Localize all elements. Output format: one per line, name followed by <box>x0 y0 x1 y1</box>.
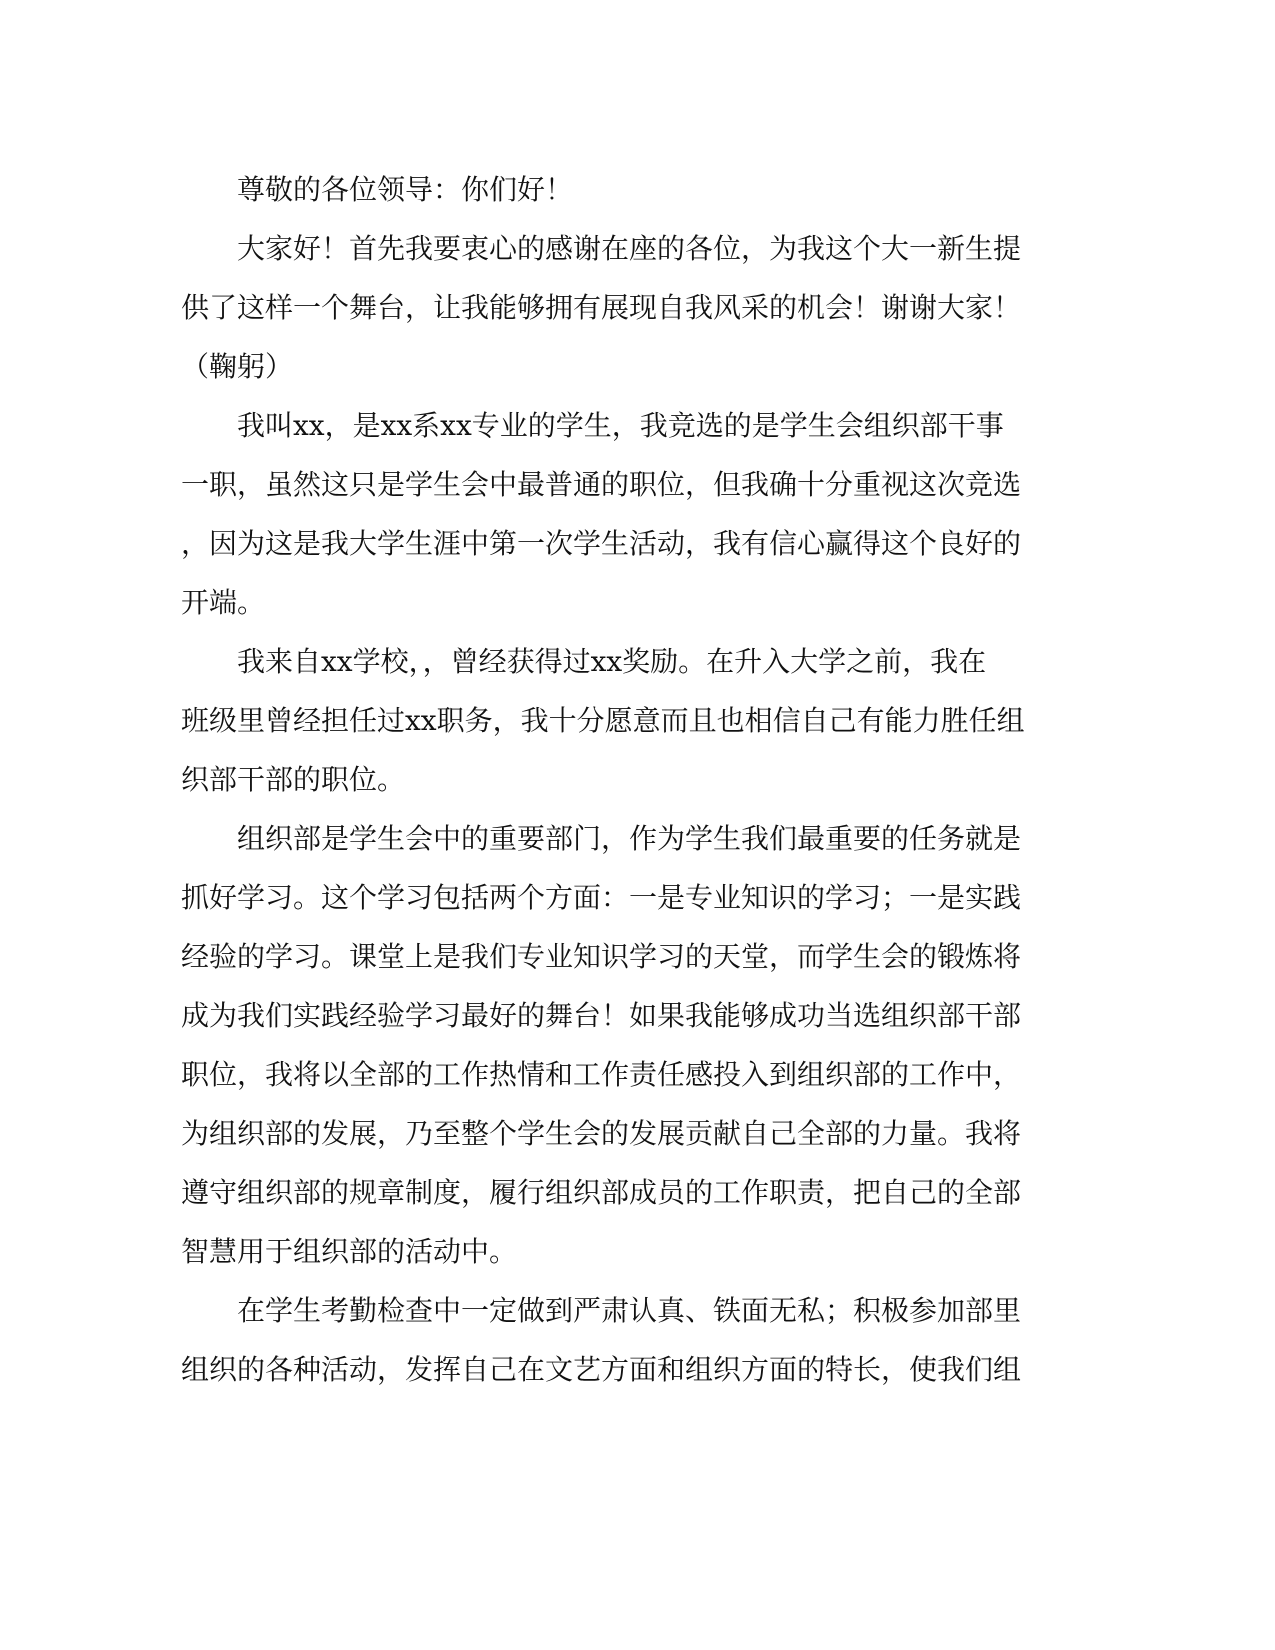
text-line: ，因为这是我大学生涯中第一次学生活动，我有信心赢得这个良好的 <box>181 527 1022 560</box>
text-line: 供了这样一个舞台，让我能够拥有展现自我风采的机会！谢谢大家！ <box>181 291 1022 324</box>
text-line: 遵守组织部的规章制度，履行组织部成员的工作职责，把自己的全部 <box>181 1176 1022 1209</box>
text-line: 组织部是学生会中的重要部门，作为学生我们最重要的任务就是 <box>181 822 1022 855</box>
document-body <box>181 160 1043 1399</box>
text-line: 在学生考勤检查中一定做到严肃认真、铁面无私；积极参加部里 <box>181 1294 1022 1327</box>
text-line: 智慧用于组织部的活动中。 <box>181 1235 518 1268</box>
text-line: 织部干部的职位。 <box>181 763 406 796</box>
text-line: （鞠躬） <box>181 350 294 383</box>
text-line: 尊敬的各位领导：你们好！ <box>181 173 574 206</box>
text-line: 班级里曾经担任过xx职务，我十分愿意而且也相信自己有能力胜任组 <box>181 704 1025 737</box>
text-line: 开端。 <box>181 586 266 619</box>
text-line: 大家好！首先我要衷心的感谢在座的各位，为我这个大一新生提 <box>181 232 1022 265</box>
text-line: 我叫xx，是xx系xx专业的学生，我竞选的是学生会组织部干事 <box>181 409 1004 442</box>
text-line: 经验的学习。课堂上是我们专业知识学习的天堂，而学生会的锻炼将 <box>181 940 1022 973</box>
text-line: 为组织部的发展，乃至整个学生会的发展贡献自己全部的力量。我将 <box>181 1117 1022 1150</box>
text-line: 成为我们实践经验学习最好的舞台！如果我能够成功当选组织部干部 <box>181 999 1022 1032</box>
text-line: 我来自xx学校，，曾经获得过xx奖励。在升入大学之前，我在 <box>181 645 987 678</box>
text-line: 抓好学习。这个学习包括两个方面：一是专业知识的学习；一是实践 <box>181 881 1022 914</box>
text-line: 一职，虽然这只是学生会中最普通的职位，但我确十分重视这次竞选 <box>181 468 1022 501</box>
text-line: 组织的各种活动，发挥自己在文艺方面和组织方面的特长，使我们组 <box>181 1353 1022 1386</box>
text-line: 职位，我将以全部的工作热情和工作责任感投入到组织部的工作中， <box>181 1058 1022 1091</box>
